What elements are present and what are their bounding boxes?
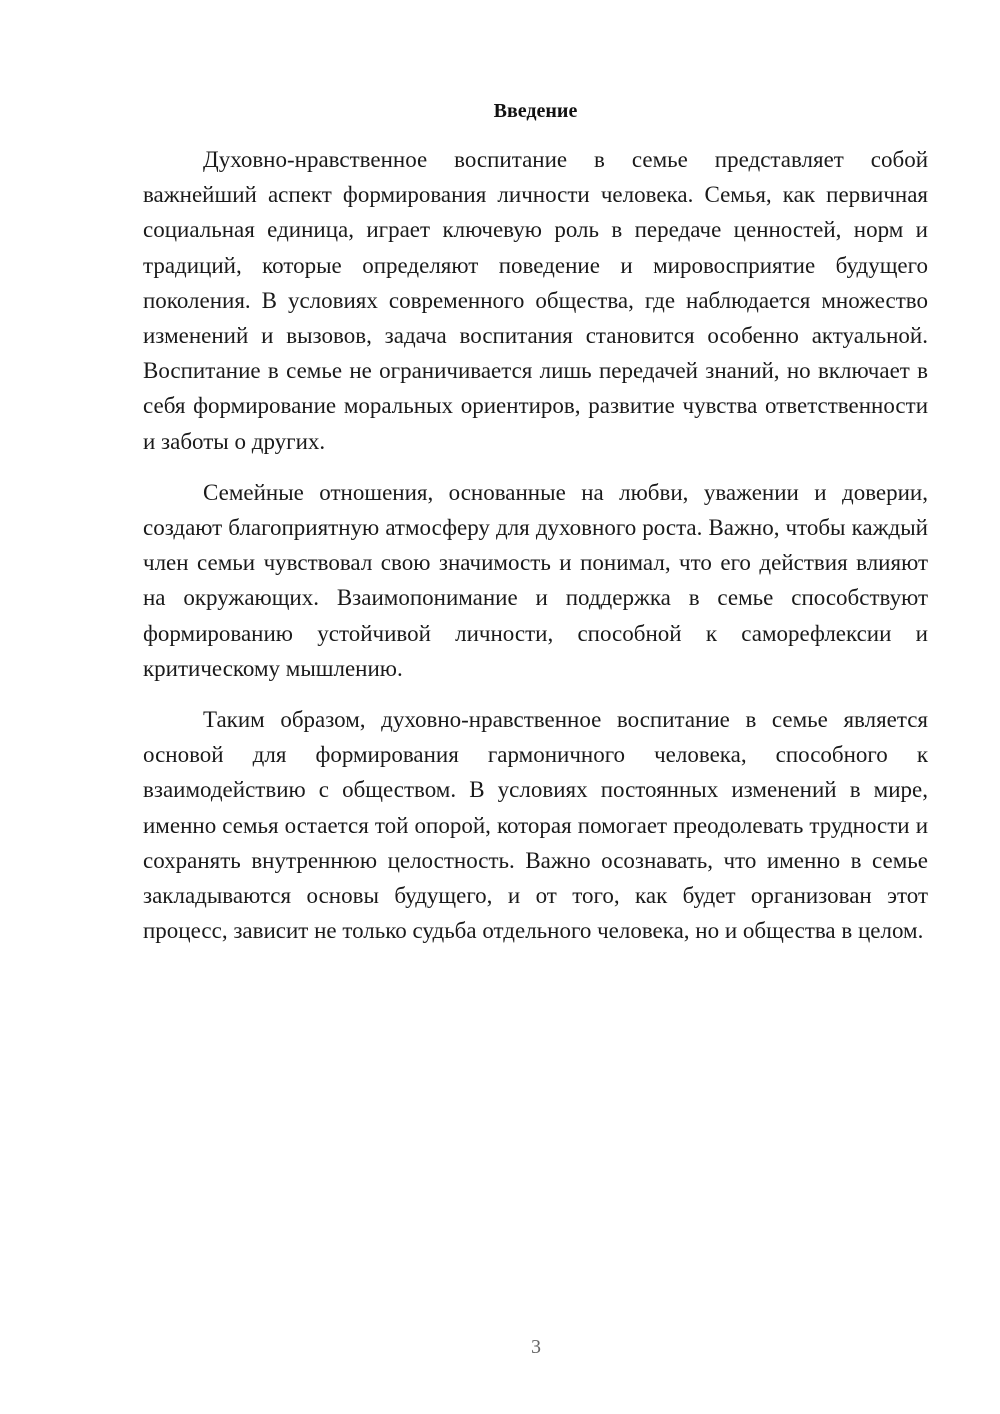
page-number: 3 xyxy=(531,1336,541,1358)
body-text xyxy=(143,142,928,964)
paragraph-2: Семейные отношения, основанные на любви, уважении и доверии, создают благоприятную атмосферу для духовного роста. Важно, чтобы каждый член семьи чувствовал свою значимость и понимал, что его действия влияют на окружающих. Взаимопонимание и поддержка в семье способствуют формированию устойчивой личности, способной к саморефлексии и критическому мышлению. xyxy=(143,479,928,681)
paragraph-3: Таким образом, духовно-нравственное воспитание в семье является основой для формирования гармоничного человека, способного к взаимодействию с обществом. В условиях постоянных изменений в мире, именно семья остается той опорой, которая помогает преодолевать трудности и сохранять внутреннюю целостность. Важно осознавать, что именно в семье закладываются основы будущего, и от того, как будет организован этот процесс, зависит не только судьба отдельного человека, но и общества в целом. xyxy=(143,707,928,944)
paragraph-1: Духовно-нравственное воспитание в семье представляет собой важнейший аспект формирования личности человека. Семья, как первичная социальная единица, играет ключевую роль в передаче ценностей, норм и традиций, которые определяют поведение и мировосприятие будущего поколения. В условиях современного общества, где наблюдается множество изменений и вызовов, задача воспитания становится особенно актуальной. Воспитание в семье не ограничивается лишь передачей знаний, но включает в себя формирование моральных ориентиров, развитие чувства ответственности и заботы о других. xyxy=(143,147,928,454)
section-title: Введение xyxy=(493,100,578,122)
